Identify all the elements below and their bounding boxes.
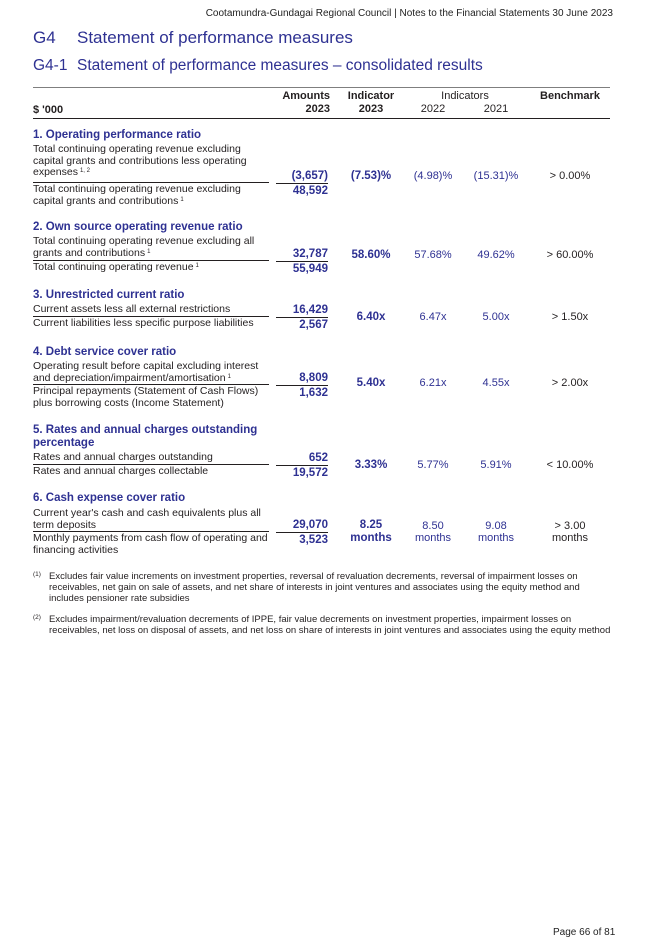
denominator-label: Total continuing operating revenue excluding capital grants and contributions $^1$ — [33, 183, 241, 207]
indicator-2023: 6.40x — [356, 311, 386, 323]
indicator-2022: (4.98)% — [413, 170, 453, 182]
col-benchmark: Benchmark — [540, 90, 600, 102]
denominator-label: Total continuing operating revenue $^1$ — [33, 261, 199, 273]
indicator-2022: 57.68% — [414, 249, 452, 261]
denominator-value: 48,592 — [292, 185, 328, 197]
section-heading — [33, 28, 353, 48]
ratio-title: 5. Rates and annual charges outstanding percentage — [33, 424, 258, 449]
numerator-value: (3,657) — [291, 170, 328, 182]
amount-rule — [276, 385, 328, 386]
numerator-value: 8,809 — [299, 372, 328, 384]
numerator-value: 16,429 — [292, 304, 328, 316]
ratio-title: 6. Cash expense cover ratio — [33, 492, 186, 504]
amount-rule — [276, 261, 328, 262]
indicator-2021: 4.55x — [482, 377, 510, 389]
benchmark-value: > 60.00% — [546, 249, 594, 261]
amount-rule — [276, 317, 328, 318]
numerator-label: Rates and annual charges outstanding — [33, 451, 213, 463]
footnote-text: Excludes fair value increments on investment properties, reversal of revaluation decrements, reversal of impairment losses on receivables, net gain on sale of assets, and net share of interests in joint ventures and associates using the equity method and includes pensioner rate subsidies — [49, 571, 580, 604]
denominator-value: 19,572 — [292, 467, 328, 479]
running-header: Cootamundra-Gundagai Regional Council | Notes to the Financial Statements 30 June 2023 — [205, 8, 613, 19]
footnote-marker: (2) — [33, 614, 41, 621]
ratio-title: 4. Debt service cover ratio — [33, 346, 177, 358]
benchmark-value: < 10.00% — [546, 459, 594, 471]
numerator-label: Operating result before capital excluding interest and depreciation/impairment/amortisation $^1$ — [33, 360, 259, 384]
benchmark-value: > 2.00x — [551, 377, 589, 389]
indicator-2022: 8.50 months — [414, 520, 452, 544]
denominator-label: Principal repayments (Statement of Cash Flows) plus borrowing costs (Income Statement) — [33, 385, 259, 409]
indicator-2021: 5.91% — [480, 459, 512, 471]
denominator-value: 3,523 — [299, 534, 328, 546]
footnote — [33, 614, 613, 636]
subsection-title: Statement of performance measures – consolidated results — [77, 57, 483, 74]
benchmark-value: > 0.00% — [549, 170, 591, 182]
section-code: G4 — [33, 28, 56, 47]
amount-rule — [276, 183, 328, 184]
footnote-marker: (1) — [33, 571, 41, 578]
benchmark-value: > 1.50x — [551, 311, 589, 323]
indicator-2023: (7.53)% — [350, 170, 392, 182]
unit-label: $ '000 — [33, 104, 64, 116]
numerator-label: Current year's cash and cash equivalents plus all term deposits — [33, 507, 261, 531]
col-indicator: Indicator 2023 — [347, 90, 395, 115]
numerator-label: Total continuing operating revenue excluding all grants and contributions $^1$ — [33, 235, 255, 259]
ratio-title: 3. Unrestricted current ratio — [33, 289, 185, 301]
numerator-value: 32,787 — [292, 248, 328, 260]
col-amounts: Amounts 2023 — [282, 90, 330, 115]
col-indicators: Indicators — [441, 90, 489, 102]
denominator-label: Monthly payments from cash flow of operating and financing activities — [33, 532, 268, 556]
footnote — [33, 571, 613, 604]
footnote-text: Excludes impairment/revaluation decrements of IPPE, fair value decrements on investment properties, impairment losses on receivables, net loss on disposal of assets, and net loss on share of interests in joint ventures and associates using the equity method — [49, 614, 611, 636]
denominator-value: 1,632 — [299, 387, 328, 399]
indicator-2023: 58.60% — [351, 249, 391, 261]
denominator-label: Current liabilities less specific purpose liabilities — [33, 317, 254, 329]
indicator-2022: 5.77% — [417, 459, 449, 471]
subsection-code: G4-1 — [33, 57, 68, 74]
section-title: Statement of performance measures — [77, 28, 353, 47]
col-2022: 2022 — [420, 103, 446, 115]
amount-rule — [276, 532, 328, 533]
denominator-label: Rates and annual charges collectable — [33, 465, 209, 477]
indicator-2023: 3.33% — [354, 459, 388, 471]
numerator-label: Total continuing operating revenue excluding capital grants and contributions less operating expenses $^{1, 2}$ — [33, 143, 247, 178]
amount-rule — [276, 465, 328, 466]
indicator-2023: 5.40x — [356, 377, 386, 389]
table-top-rule — [33, 87, 610, 88]
ratio-title: 1. Operating performance ratio — [33, 129, 202, 141]
denominator-value: 55,949 — [292, 263, 328, 275]
indicator-2022: 6.21x — [419, 377, 447, 389]
indicator-2021: 5.00x — [482, 311, 510, 323]
denominator-value: 2,567 — [299, 319, 328, 331]
numerator-value: 652 — [308, 452, 328, 464]
indicator-2021: 49.62% — [477, 249, 515, 261]
indicator-2022: 6.47x — [419, 311, 447, 323]
benchmark-value: > 3.00 months — [551, 520, 589, 544]
ratio-title: 2. Own source operating revenue ratio — [33, 221, 243, 233]
numerator-label: Current assets less all external restrictions — [33, 303, 231, 315]
header-rule — [33, 118, 610, 119]
page-number: Page 66 of 81 — [553, 927, 616, 938]
subsection-heading — [33, 57, 483, 75]
indicator-2021: (15.31)% — [473, 170, 519, 182]
indicator-2021: 9.08 months — [477, 520, 515, 544]
col-2021: 2021 — [483, 103, 509, 115]
numerator-value: 29,070 — [292, 519, 328, 531]
indicator-2023: 8.25 months — [350, 519, 392, 544]
